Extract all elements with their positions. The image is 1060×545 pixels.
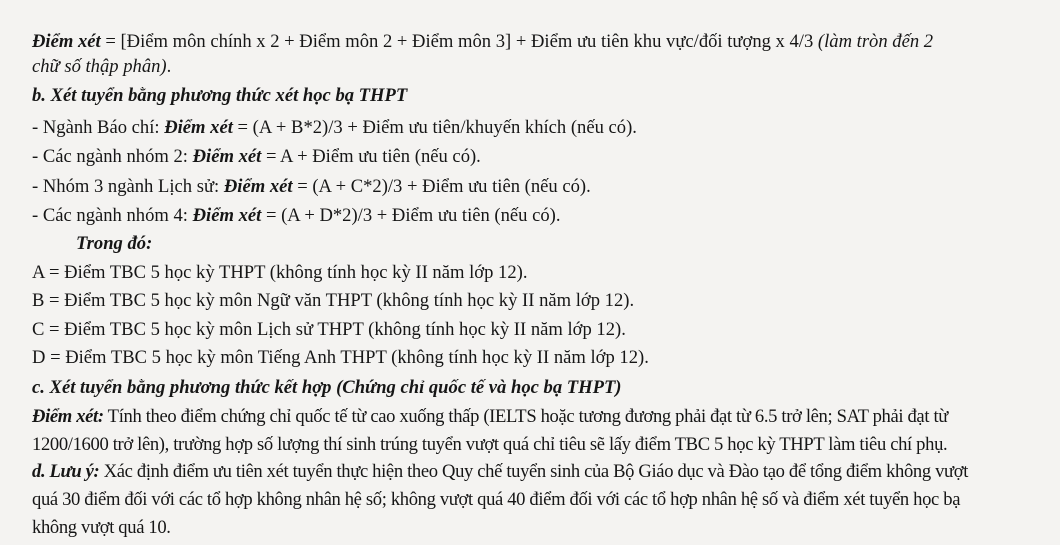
section-c-heading: c. Xét tuyển bằng phương thức kết hợp (Chứng chỉ quốc tế và học bạ THPT) — [32, 377, 622, 398]
definition-c: C = Điểm TBC 5 học kỳ môn Lịch sử THPT (không tính học kỳ II năm lớp 12). — [32, 319, 626, 340]
item-prefix: - Các ngành nhóm 2: — [32, 146, 193, 167]
list-item-bao-chi — [32, 116, 637, 140]
formula-line-main-cont — [32, 55, 171, 79]
formula-line-main — [32, 30, 933, 54]
rounding-note: (làm tròn đến 2 — [817, 31, 934, 52]
where-label: Trong đó: — [76, 233, 153, 254]
section-c-line-1 — [32, 405, 948, 429]
list-item-nhom-3 — [32, 175, 591, 199]
item-formula: = (A + D*2)/3 + Điểm ưu tiên (nếu có). — [261, 205, 561, 226]
item-term: Điểm xét — [192, 205, 262, 226]
definition-d: D = Điểm TBC 5 học kỳ môn Tiếng Anh THPT (không tính học kỳ II năm lớp 12). — [32, 347, 649, 368]
section-c-line-2: 1200/1600 trở lên), trường hợp số lượng thí sinh trúng tuyển vượt quá chỉ tiêu sẽ lấy điểm TBC 5 học kỳ THPT làm tiêu chí phụ. — [32, 434, 948, 455]
section-c-text-1: Tính theo điểm chứng chỉ quốc tế từ cao xuống thấp (IELTS hoặc tương đương phải đạt từ 6.5 trở lên; SAT phải đạt từ — [103, 406, 948, 427]
item-prefix: - Các ngành nhóm 4: — [32, 205, 193, 226]
section-d-text-1: Xác định điểm ưu tiên xét tuyển thực hiện theo Quy chế tuyển sinh của Bộ Giáo dục và Đào tạo để tổng điểm không vượt — [99, 461, 969, 482]
item-term: Điểm xét — [223, 176, 293, 197]
item-prefix: - Nhóm 3 ngành Lịch sử: — [32, 176, 224, 197]
section-d-line-1 — [32, 460, 968, 484]
list-item-nhom-4 — [32, 204, 561, 228]
item-term: Điểm xét — [164, 117, 233, 138]
section-d-label: d. Lưu ý: — [32, 461, 100, 482]
section-c-label: Điểm xét: — [32, 406, 104, 427]
section-d-line-2: quá 30 điểm đối với các tổ hợp không nhân hệ số; không vượt quá 40 điểm đối với các tổ hợp nhân hệ số và điểm xét tuyển học bạ — [32, 489, 961, 510]
definition-a: A = Điểm TBC 5 học kỳ THPT (không tính học kỳ II năm lớp 12). — [32, 262, 528, 283]
term-diem-xet: Điểm xét — [32, 31, 101, 52]
main-formula-text: = [Điểm môn chính x 2 + Điểm môn 2 + Điểm môn 3] + Điểm ưu tiên khu vực/đối tượng x 4/3 — [100, 31, 818, 52]
section-b-heading: b. Xét tuyển bằng phương thức xét học bạ THPT — [32, 85, 408, 106]
item-prefix: - Ngành Báo chí: — [32, 117, 165, 138]
rounding-note-cont: chữ số thập phân) — [32, 56, 167, 77]
rounding-note-end: . — [166, 56, 172, 77]
list-item-nhom-2 — [32, 145, 481, 169]
section-d-line-3: không vượt quá 10. — [32, 517, 171, 538]
item-formula: = (A + C*2)/3 + Điểm ưu tiên (nếu có). — [292, 176, 591, 197]
item-term: Điểm xét — [192, 146, 262, 167]
item-formula: = (A + B*2)/3 + Điểm ưu tiên/khuyến khích (nếu có). — [232, 117, 637, 138]
item-formula: = A + Điểm ưu tiên (nếu có). — [261, 146, 481, 167]
definition-b: B = Điểm TBC 5 học kỳ môn Ngữ văn THPT (không tính học kỳ II năm lớp 12). — [32, 290, 635, 311]
